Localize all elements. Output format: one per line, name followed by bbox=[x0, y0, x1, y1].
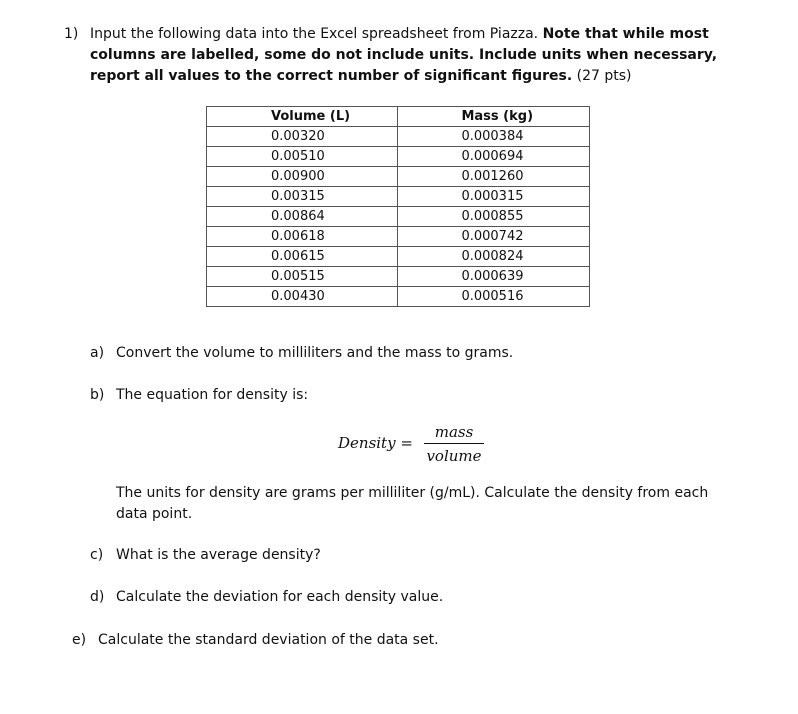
table-row bbox=[207, 267, 590, 287]
table-row bbox=[207, 187, 590, 207]
question-intro-bold: Note that while most columns are labelled, some do not include units. Include units when necessary, report all values to the correct number of significant figures. bbox=[90, 26, 718, 84]
mass-cell: 0.000315 bbox=[398, 187, 590, 207]
table-row bbox=[207, 127, 590, 147]
part-d bbox=[90, 587, 443, 608]
table-row bbox=[207, 207, 590, 227]
part-b bbox=[90, 385, 308, 406]
question-intro-plain: Input the following data into the Excel spreadsheet from Piazza. bbox=[90, 26, 543, 42]
question-points: (27 pts) bbox=[572, 68, 632, 84]
table-header-row bbox=[207, 107, 590, 127]
mass-cell: 0.000516 bbox=[398, 287, 590, 307]
part-b-label: b) bbox=[90, 387, 105, 403]
fraction-bar bbox=[424, 443, 484, 444]
table-row bbox=[207, 287, 590, 307]
part-d-label: d) bbox=[90, 589, 105, 605]
formula-lhs: Density = bbox=[338, 434, 413, 452]
mass-cell: 0.000855 bbox=[398, 207, 590, 227]
question-text bbox=[90, 24, 754, 87]
table-row bbox=[207, 247, 590, 267]
table-row bbox=[207, 167, 590, 187]
formula-fraction bbox=[424, 422, 484, 466]
mass-cell: 0.001260 bbox=[398, 167, 590, 187]
mass-cell: 0.000824 bbox=[398, 247, 590, 267]
volume-cell: 0.00510 bbox=[207, 147, 398, 167]
part-e bbox=[72, 630, 439, 651]
part-c-text: What is the average density? bbox=[116, 547, 321, 563]
volume-cell: 0.00864 bbox=[207, 207, 398, 227]
volume-cell: 0.00515 bbox=[207, 267, 398, 287]
part-d-text: Calculate the deviation for each density value. bbox=[116, 589, 444, 605]
mass-cell: 0.000742 bbox=[398, 227, 590, 247]
formula-numerator: mass bbox=[434, 423, 474, 441]
part-c-label: c) bbox=[90, 547, 104, 563]
volume-cell: 0.00615 bbox=[207, 247, 398, 267]
part-c bbox=[90, 545, 321, 566]
question-number: 1) bbox=[64, 26, 79, 42]
formula-denominator: volume bbox=[426, 447, 482, 465]
volume-cell: 0.00618 bbox=[207, 227, 398, 247]
mass-cell: 0.000384 bbox=[398, 127, 590, 147]
part-a-label: a) bbox=[90, 345, 105, 361]
part-b-note: The units for density are grams per milliliter (g/mL). Calculate the density from each data point. bbox=[116, 485, 709, 522]
part-e-text: Calculate the standard deviation of the data set. bbox=[98, 632, 439, 648]
part-b-text: The equation for density is: bbox=[116, 387, 309, 403]
volume-cell: 0.00900 bbox=[207, 167, 398, 187]
table-row bbox=[207, 147, 590, 167]
part-a-text: Convert the volume to milliliters and the mass to grams. bbox=[116, 345, 514, 361]
data-table bbox=[206, 106, 590, 307]
mass-cell: 0.000694 bbox=[398, 147, 590, 167]
volume-cell: 0.00320 bbox=[207, 127, 398, 147]
table-row bbox=[207, 227, 590, 247]
part-a bbox=[90, 343, 513, 364]
question-intro bbox=[64, 24, 754, 87]
header-mass: Mass (kg) bbox=[398, 107, 590, 127]
part-e-label: e) bbox=[72, 632, 87, 648]
mass-cell: 0.000639 bbox=[398, 267, 590, 287]
volume-cell: 0.00315 bbox=[207, 187, 398, 207]
header-volume: Volume (L) bbox=[207, 107, 398, 127]
volume-cell: 0.00430 bbox=[207, 287, 398, 307]
